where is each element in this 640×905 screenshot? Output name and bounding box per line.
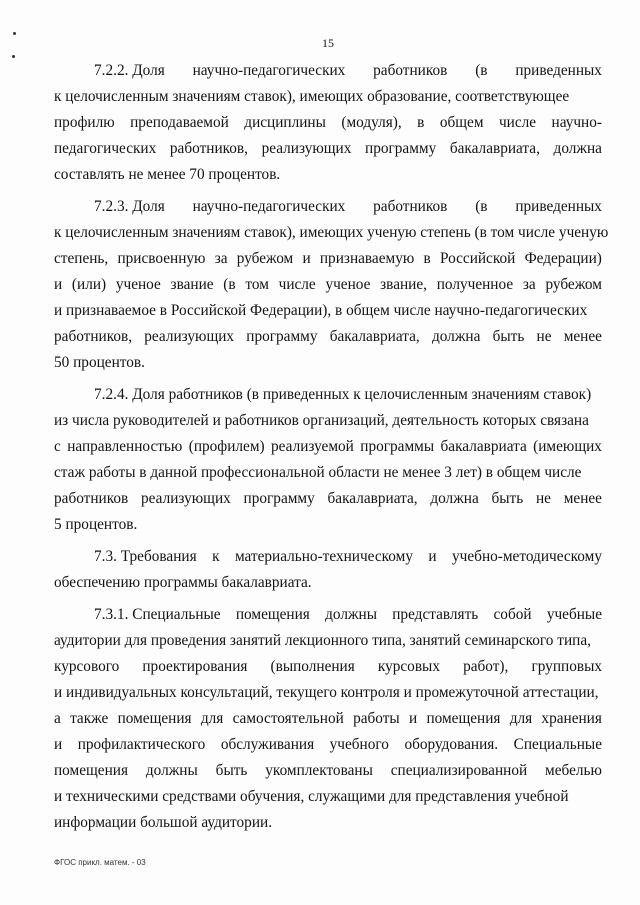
text-line — [54, 58, 602, 84]
word: и — [302, 250, 311, 267]
word: программу — [243, 490, 315, 507]
word: учебно-методическому — [452, 548, 602, 565]
word: дисциплины — [244, 114, 326, 131]
word: учебного — [329, 736, 389, 753]
word: 7.3. Требования — [94, 548, 197, 565]
word: педагогических — [54, 140, 157, 157]
text-line — [54, 810, 602, 836]
word: должна — [431, 328, 481, 345]
word: работы — [353, 710, 400, 727]
word: групповых — [531, 658, 602, 675]
word: помещения — [54, 762, 128, 779]
word: реализующих — [141, 490, 231, 507]
word: должна — [553, 140, 602, 157]
text-line — [54, 246, 602, 272]
word: и — [408, 710, 418, 727]
text-line — [54, 162, 602, 188]
paragraph-7-2-2 — [54, 58, 602, 188]
word: помещения — [117, 710, 192, 727]
word: (профилем) — [188, 438, 265, 455]
word: в — [423, 250, 431, 267]
word: ученое — [115, 276, 161, 293]
word: степень, — [54, 250, 109, 267]
word: работ), — [463, 658, 509, 675]
word: хранения — [541, 710, 602, 727]
word: быть — [492, 328, 525, 345]
text-line — [54, 680, 602, 706]
word: бакалавриата, — [449, 140, 540, 157]
word: бакалавриата, — [327, 490, 418, 507]
word: работников — [373, 198, 448, 215]
text-line — [54, 486, 602, 512]
word: признаваемую — [319, 250, 415, 267]
line-text: и техническими средствами обучения, служащими для представления учебной — [54, 788, 569, 805]
word: не — [535, 490, 551, 507]
word: (или) — [71, 276, 107, 293]
word: мебелью — [545, 762, 602, 779]
text-line — [54, 382, 602, 408]
word: реализующих — [144, 328, 235, 345]
word: числе — [498, 114, 537, 131]
word: материально-техническому — [234, 548, 413, 565]
word: приведенных — [515, 198, 602, 215]
word: присвоенную — [117, 250, 206, 267]
word: и — [54, 736, 63, 753]
text-line — [54, 570, 602, 596]
word: том — [245, 276, 269, 293]
word: 7.3.1. Специальные — [94, 606, 221, 623]
document-body — [54, 58, 609, 836]
word: курсовых — [377, 658, 440, 675]
paragraph-7-2-4 — [54, 382, 602, 538]
text-line — [54, 350, 602, 376]
word: полученное — [436, 276, 514, 293]
word: Российской — [439, 250, 516, 267]
document-footer: ФГОС прикл. матем. - 03 — [54, 858, 146, 867]
word: бакалавриата — [440, 438, 527, 455]
word: (модуля), — [341, 114, 402, 131]
word: представлять — [392, 606, 479, 623]
word: Федерации) — [524, 250, 602, 267]
word: работников, — [54, 328, 133, 345]
text-line — [54, 84, 602, 110]
word: бакалавриата, — [329, 328, 420, 345]
line-text: к целочисленным значениям ставок), имеющих образование, соответствующее — [54, 88, 570, 105]
word: укомплектованы — [265, 762, 373, 779]
text-line — [54, 220, 609, 246]
word: научно-педагогических — [192, 198, 346, 215]
word: направленностью — [67, 438, 183, 455]
text-line — [54, 434, 602, 460]
word: (в — [475, 198, 488, 215]
line-text: составлять не менее 70 процентов. — [54, 166, 281, 183]
word: (имеющих — [533, 438, 602, 455]
text-line — [54, 602, 602, 628]
text-line — [54, 544, 602, 570]
word: проектирования — [142, 658, 248, 675]
line-text: и индивидуальных консультаций, текущего контроля и промежуточной аттестации, — [54, 684, 599, 701]
line-text: к целочисленным значениям ставок), имеющих ученую степень (в том числе ученую — [54, 224, 609, 241]
word: работников — [373, 62, 448, 79]
word: (выполнения — [270, 658, 355, 675]
word: быть — [215, 762, 248, 779]
text-line — [54, 298, 602, 324]
word: числе — [278, 276, 316, 293]
text-line — [54, 512, 602, 538]
text-line — [54, 654, 602, 680]
word: и — [428, 548, 437, 565]
word: (в — [223, 276, 236, 293]
text-line — [54, 732, 602, 758]
word: рубежом — [236, 250, 294, 267]
line-text: стаж работы в данной профессиональной области не менее 3 лет) в общем числе — [54, 464, 582, 481]
word: и — [54, 276, 63, 293]
word: программу — [365, 140, 437, 157]
word: в — [417, 114, 425, 131]
text-line — [54, 272, 602, 298]
text-line — [54, 784, 602, 810]
word: Специальные — [513, 736, 602, 753]
word: программы — [360, 438, 435, 455]
paragraph-7-3 — [54, 544, 602, 596]
word: быть — [491, 490, 524, 507]
word: рубежом — [545, 276, 602, 293]
word: профилактического — [77, 736, 206, 753]
word: за — [214, 250, 228, 267]
word: а — [54, 710, 61, 727]
word: преподаваемой — [130, 114, 229, 131]
word: для — [200, 710, 224, 727]
page-number: 15 — [322, 36, 334, 50]
line-text: 7.2.4. Доля работников (в приведенных к целочисленным значениям ставок) — [94, 386, 592, 403]
text-line — [54, 628, 602, 654]
text-line — [54, 706, 602, 732]
word: оборудования. — [404, 736, 499, 753]
text-line — [54, 758, 602, 784]
paragraph-7-2-3 — [54, 194, 609, 376]
word: приведенных — [515, 62, 602, 79]
word: реализующих — [261, 140, 352, 157]
scan-speck — [13, 32, 16, 35]
word: собой — [493, 606, 532, 623]
word: менее — [563, 328, 602, 345]
word: 7.2.3. Доля — [94, 198, 165, 215]
text-line — [54, 324, 602, 350]
word: научно-педагогических — [192, 62, 346, 79]
paragraph-7-3-1 — [54, 602, 602, 836]
word: самостоятельной — [232, 710, 344, 727]
text-line — [54, 408, 602, 434]
text-line — [54, 460, 602, 486]
word: работников, — [169, 140, 248, 157]
text-line — [54, 136, 602, 162]
word: к — [212, 548, 220, 565]
word: профилю — [54, 114, 115, 131]
line-text: и признаваемое в Российской Федерации), в общем числе научно-педагогических — [54, 302, 588, 319]
word: реализуемой — [271, 438, 354, 455]
word: звание — [170, 276, 214, 293]
line-text: информации большой аудитории. — [54, 814, 273, 831]
word: звание, — [380, 276, 427, 293]
word: обслуживания — [220, 736, 315, 753]
word: помещения — [426, 710, 501, 727]
word: также — [70, 710, 109, 727]
word: общем — [439, 114, 484, 131]
word: программу — [246, 328, 318, 345]
word: специализированной — [390, 762, 528, 779]
word: 7.2.2. Доля — [94, 62, 165, 79]
scan-speck — [12, 55, 15, 58]
word: курсового — [54, 658, 120, 675]
word: должны — [325, 606, 377, 623]
line-text: аудитории для проведения занятий лекционного типа, занятий семинарского типа, — [54, 632, 591, 649]
line-text: обеспечению программы бакалавриата. — [54, 574, 312, 591]
word: должна — [430, 490, 479, 507]
line-text: из числа руководителей и работников организаций, деятельность которых связана — [54, 412, 589, 429]
word: не — [536, 328, 552, 345]
word: за — [522, 276, 536, 293]
word: менее — [563, 490, 602, 507]
word: ученое — [325, 276, 371, 293]
word: для — [509, 710, 533, 727]
word: должны — [145, 762, 198, 779]
word: работников — [54, 490, 129, 507]
text-line — [54, 194, 602, 220]
word: с — [54, 438, 61, 455]
text-line — [54, 110, 602, 136]
line-text: 5 процентов. — [54, 516, 138, 533]
line-text: 50 процентов. — [54, 354, 145, 371]
word: помещения — [235, 606, 310, 623]
word: учебные — [546, 606, 602, 623]
word: научно- — [551, 114, 602, 131]
word: (в — [475, 62, 488, 79]
